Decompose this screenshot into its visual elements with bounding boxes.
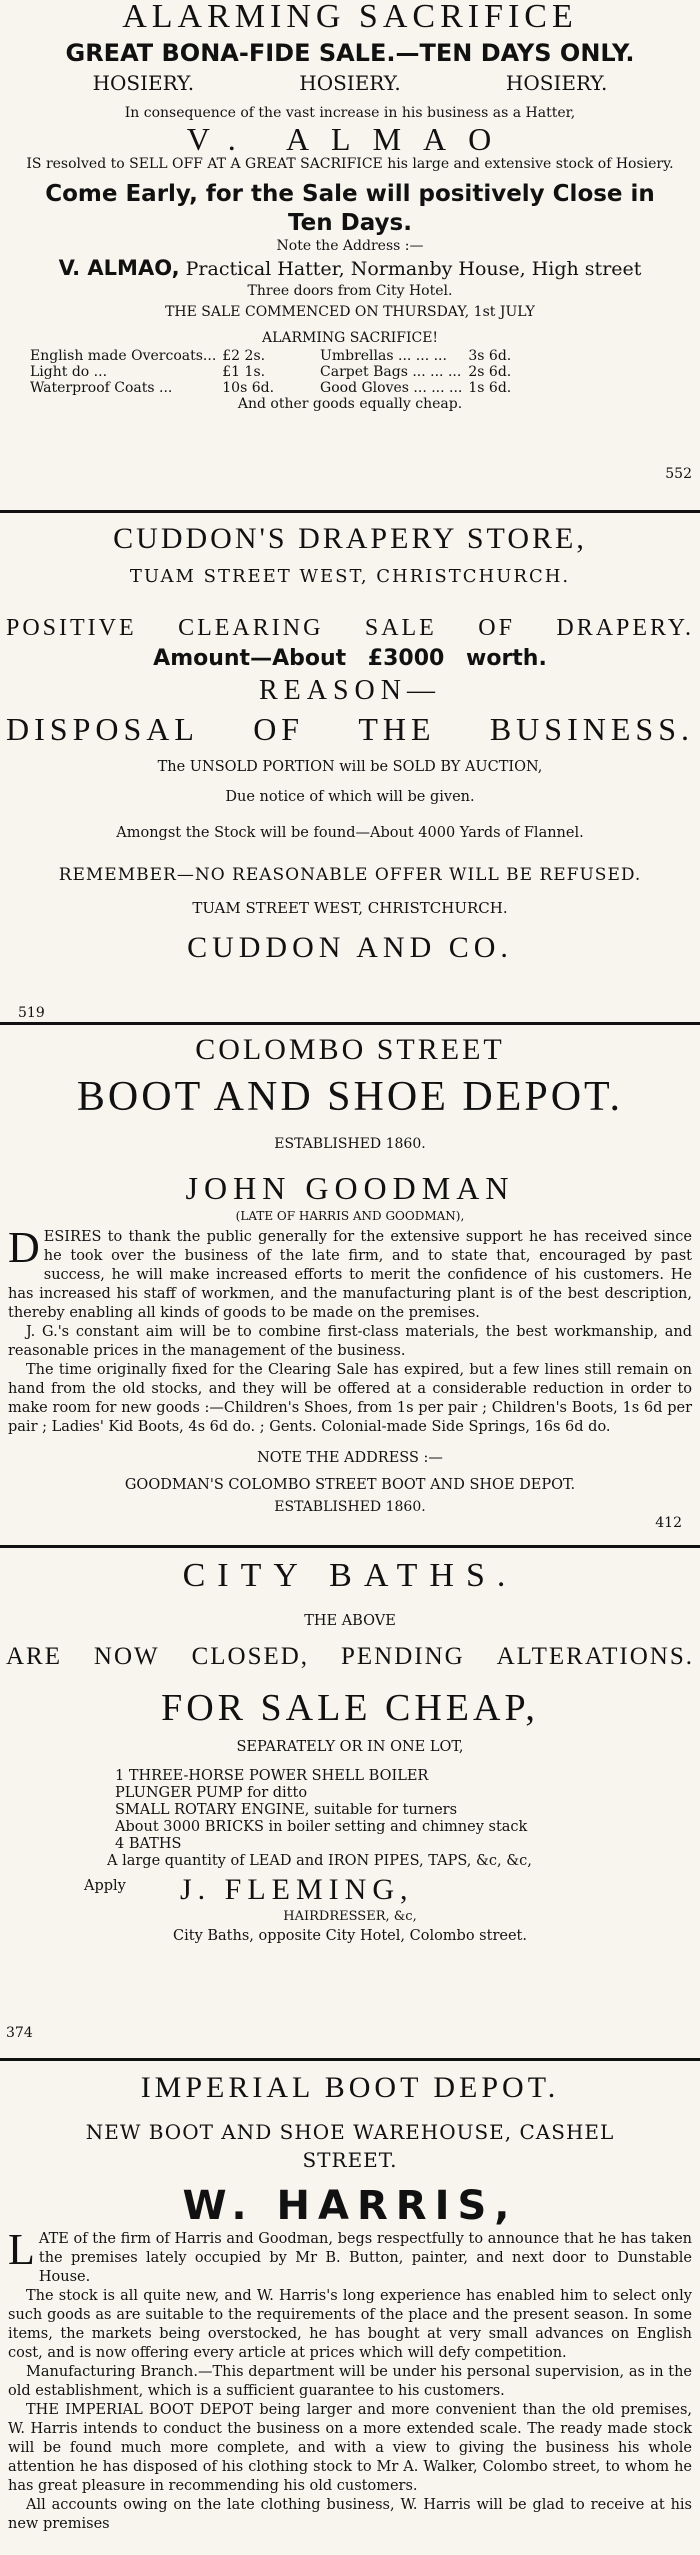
separately-line: SEPARATELY OR IN ONE LOT, bbox=[236, 1739, 464, 1755]
reason-line: REASON— bbox=[258, 675, 441, 706]
goodman-paragraph bbox=[8, 1223, 692, 1323]
harris-paragraph: Manufacturing Branch.—This department will be under his personal supervision, as in the old establishment, which is a sufficient guarantee to his customers. bbox=[8, 2364, 692, 2399]
almao-ref-number: 552 bbox=[665, 466, 692, 482]
sale-item: 4 BATHS bbox=[115, 1836, 182, 1852]
price-row bbox=[320, 380, 517, 396]
price-item: Carpet Bags ... ... ... bbox=[320, 364, 462, 380]
price-item: Waterproof Coats ... bbox=[30, 380, 173, 396]
goodman-address: GOODMAN'S COLOMBO STREET BOOT AND SHOE DEPOT. bbox=[124, 1477, 576, 1493]
word: SALE bbox=[364, 615, 437, 641]
established-line: ESTABLISHED 1860. bbox=[274, 1136, 426, 1152]
word: CLEARING bbox=[178, 615, 324, 641]
price-value: 10s 6d. bbox=[222, 380, 275, 396]
drop-cap: L bbox=[8, 2225, 35, 2274]
price-row bbox=[30, 348, 280, 364]
almao-address-rest: Practical Hatter, Normanby House, High street bbox=[185, 258, 642, 280]
hosiery-word: HOSIERY. bbox=[92, 71, 195, 95]
other-goods: And other goods equally cheap. bbox=[237, 396, 463, 412]
price-item: Umbrellas ... ... ... bbox=[320, 348, 447, 364]
almao-note: Note the Address :— bbox=[276, 238, 424, 254]
colombo-street-title: COLOMBO STREET bbox=[195, 1033, 505, 1066]
goodman-note: NOTE THE ADDRESS :— bbox=[257, 1450, 443, 1466]
goodman-paragraph: The time originally fixed for the Clearing Sale has expired, but a few lines still remain on hand from the old stocks, and they will be offered at a considerable reduction in order to make room for new goods :—Children's Shoes, from 1s per pair ; Children's Boots, 1s 6d per pair ; Ladies' Kid Boots, 4s 6d do. ; Gents. Colonial-made Side Springs, 16s 6d do. bbox=[8, 1362, 692, 1435]
word: DRAPERY. bbox=[556, 615, 694, 641]
price-value: 3s 6d. bbox=[468, 348, 512, 364]
city-baths-title: CITY BATHS. bbox=[182, 1557, 518, 1594]
sale-item: PLUNGER PUMP for ditto bbox=[115, 1785, 308, 1801]
divider bbox=[0, 1022, 700, 1025]
hosiery-word: HOSIERY. bbox=[505, 71, 608, 95]
price-item: Light do ... bbox=[30, 364, 108, 380]
closed-line bbox=[0, 1640, 700, 1674]
hosiery-row bbox=[0, 70, 700, 96]
price-value: £1 1s. bbox=[222, 364, 266, 380]
price-value: £2 2s. bbox=[222, 348, 266, 364]
notice-line: Due notice of which will be given. bbox=[225, 789, 475, 805]
hosiery-word: HOSIERY. bbox=[299, 71, 401, 95]
imperial-boot-depot-title: IMPERIAL BOOT DEPOT. bbox=[140, 2071, 560, 2104]
cuddon-street-2: TUAM STREET WEST, CHRISTCHURCH. bbox=[192, 899, 508, 917]
word: NOW bbox=[93, 1643, 160, 1670]
price-table-right bbox=[320, 348, 517, 396]
almao-advertisement bbox=[0, 0, 700, 413]
fleming-name: J. FLEMING, bbox=[180, 1873, 414, 1906]
amount-line: Amount—About £3000 worth. bbox=[153, 646, 547, 671]
word: BUSINESS. bbox=[489, 711, 694, 747]
almao-intro: In consequence of the vast increase in his business as a Hatter, bbox=[124, 105, 576, 121]
word: PENDING bbox=[340, 1643, 465, 1670]
word: CLOSED, bbox=[191, 1643, 310, 1670]
apply-word: Apply bbox=[84, 1878, 126, 1894]
word: ALTERATIONS. bbox=[496, 1643, 694, 1670]
harris-body bbox=[0, 2225, 700, 2534]
alarming-sacrifice-sub: ALARMING SACRIFICE! bbox=[261, 330, 439, 346]
harris-advertisement bbox=[0, 2068, 700, 2534]
paragraph-text: ATE of the firm of Harris and Goodman, begs respectfully to announce that he has taken the premises lately occupied by Mr B. Button, painter, and next door to Dunstable House. bbox=[38, 2231, 692, 2285]
almao-sale-banner: GREAT BONA-FIDE SALE.—TEN DAYS ONLY. bbox=[65, 39, 635, 67]
sale-commenced: THE SALE COMMENCED ON THURSDAY, 1st JULY bbox=[165, 304, 535, 320]
almao-doors: Three doors from City Hotel. bbox=[247, 283, 453, 299]
price-item: English made Overcoats... bbox=[30, 348, 217, 364]
harris-paragraph bbox=[8, 2225, 692, 2287]
word: ARE bbox=[6, 1643, 62, 1670]
boot-shoe-depot-title: BOOT AND SHOE DEPOT. bbox=[76, 1074, 624, 1120]
warehouse-line-1: NEW BOOT AND SHOE WAREHOUSE, CASHEL bbox=[85, 2120, 615, 2144]
late-of-line: (LATE OF HARRIS AND GOODMAN), bbox=[235, 1209, 465, 1223]
city-baths-advertisement bbox=[0, 1554, 700, 1946]
drop-cap: D bbox=[8, 1223, 40, 1272]
cuddon-title: CUDDON'S DRAPERY STORE, bbox=[113, 522, 587, 555]
almao-resolve: IS resolved to SELL OFF AT A GREAT SACRIFICE his large and extensive stock of Hosiery. bbox=[26, 156, 674, 172]
goodman-paragraph: J. G.'s constant aim will be to combine first-class materials, the best workmanship, and reasonable prices in the management of the business. bbox=[8, 1324, 692, 1359]
cuddon-ref-number: 519 bbox=[18, 1005, 45, 1021]
price-table-left bbox=[30, 348, 280, 396]
word: DISPOSAL bbox=[6, 711, 199, 747]
almao-address bbox=[0, 255, 700, 282]
cuddon-advertisement bbox=[0, 520, 700, 968]
cuddon-street: TUAM STREET WEST, CHRISTCHURCH. bbox=[129, 566, 571, 587]
disposal-line bbox=[0, 708, 700, 750]
price-row bbox=[320, 348, 517, 364]
goodman-ref-number: 412 bbox=[655, 1515, 682, 1531]
goodman-advertisement bbox=[0, 1030, 700, 1517]
stock-line: Amongst the Stock will be found—About 4000 Yards of Flannel. bbox=[116, 825, 584, 841]
almao-address-name: V. ALMAO, bbox=[58, 256, 180, 280]
divider bbox=[0, 1545, 700, 1548]
harris-name: W. HARRIS, bbox=[182, 2183, 518, 2229]
ten-days-line: Ten Days. bbox=[288, 210, 412, 236]
word: THE bbox=[358, 711, 436, 747]
divider bbox=[0, 510, 700, 513]
the-above: THE ABOVE bbox=[304, 1613, 396, 1629]
divider bbox=[0, 2058, 700, 2061]
price-value: 2s 6d. bbox=[468, 364, 512, 380]
harris-paragraph: The stock is all quite new, and W. Harris's long experience has enabled him to select only such goods as are suitable to the requirements of the place and the present season. In some items, the markets being overstocked, he has bought at very small advances on English cost, and is now offering every article at prices which will defy competition. bbox=[8, 2288, 692, 2361]
price-value: 1s 6d. bbox=[468, 380, 512, 396]
for-sale-cheap: FOR SALE CHEAP, bbox=[161, 1687, 539, 1729]
sale-item: SMALL ROTARY ENGINE, suitable for turners bbox=[115, 1802, 458, 1818]
baths-ref-number: 374 bbox=[6, 2025, 33, 2041]
apply-line bbox=[0, 1872, 700, 1908]
price-item: Good Gloves ... ... ... bbox=[320, 380, 463, 396]
harris-paragraph: THE IMPERIAL BOOT DEPOT being larger and more convenient than the old premises, W. Harris intends to conduct the business on a more extended scale. The ready made stock will be found much more complete, and with a view to giving the business his whole attention he has disposed of his clothing stock to Mr A. Walker, Colombo street, to whom he has great pleasure in recommending his old customers. bbox=[8, 2402, 692, 2494]
come-early-line: Come Early, for the Sale will positively Close in bbox=[45, 181, 655, 207]
almao-headline: ALARMING SACRIFICE bbox=[122, 0, 578, 35]
word: OF bbox=[478, 615, 515, 641]
word: OF bbox=[253, 711, 305, 747]
established-line-2: ESTABLISHED 1860. bbox=[274, 1499, 426, 1515]
sale-item: 1 THREE-HORSE POWER SHELL BOILER bbox=[115, 1768, 429, 1784]
price-row bbox=[30, 364, 280, 380]
cuddon-signature: CUDDON AND CO. bbox=[187, 931, 513, 964]
fleming-address: City Baths, opposite City Hotel, Colombo street. bbox=[173, 1928, 527, 1944]
price-list bbox=[0, 348, 700, 396]
goodman-body bbox=[0, 1224, 700, 1437]
positive-clearing-line bbox=[0, 612, 700, 644]
remember-line: REMEMBER—NO REASONABLE OFFER WILL BE REFUSED. bbox=[58, 865, 642, 885]
price-row bbox=[30, 380, 280, 396]
almao-name: V. ALMAO bbox=[186, 121, 514, 157]
word: POSITIVE bbox=[6, 615, 137, 641]
goodman-name: JOHN GOODMAN bbox=[185, 1170, 515, 1206]
price-row bbox=[320, 364, 517, 380]
sale-item: A large quantity of LEAD and IRON PIPES, TAPS, &c, &c, bbox=[107, 1853, 532, 1869]
fleming-trade: HAIRDRESSER, &c, bbox=[283, 1909, 417, 1924]
warehouse-line-2: STREET. bbox=[302, 2148, 398, 2172]
unsold-line: The UNSOLD PORTION will be SOLD BY AUCTION, bbox=[157, 759, 543, 775]
paragraph-text: ESIRES to thank the public generally for the extensive support he has received since he took over the business of the late firm, and to state that, encouraged by past success, he will make increased efforts to merit the confidence of his customers. He has increased his staff of workmen, and the manufacturing plant is of the best description, thereby enabling all kinds of goods to be made on the premises. bbox=[8, 1229, 692, 1321]
harris-paragraph: All accounts owing on the late clothing business, W. Harris will be glad to receive at his new premises bbox=[8, 2497, 692, 2532]
sale-items-list bbox=[0, 1768, 700, 1870]
sale-item: About 3000 BRICKS in boiler setting and chimney stack bbox=[115, 1819, 528, 1835]
